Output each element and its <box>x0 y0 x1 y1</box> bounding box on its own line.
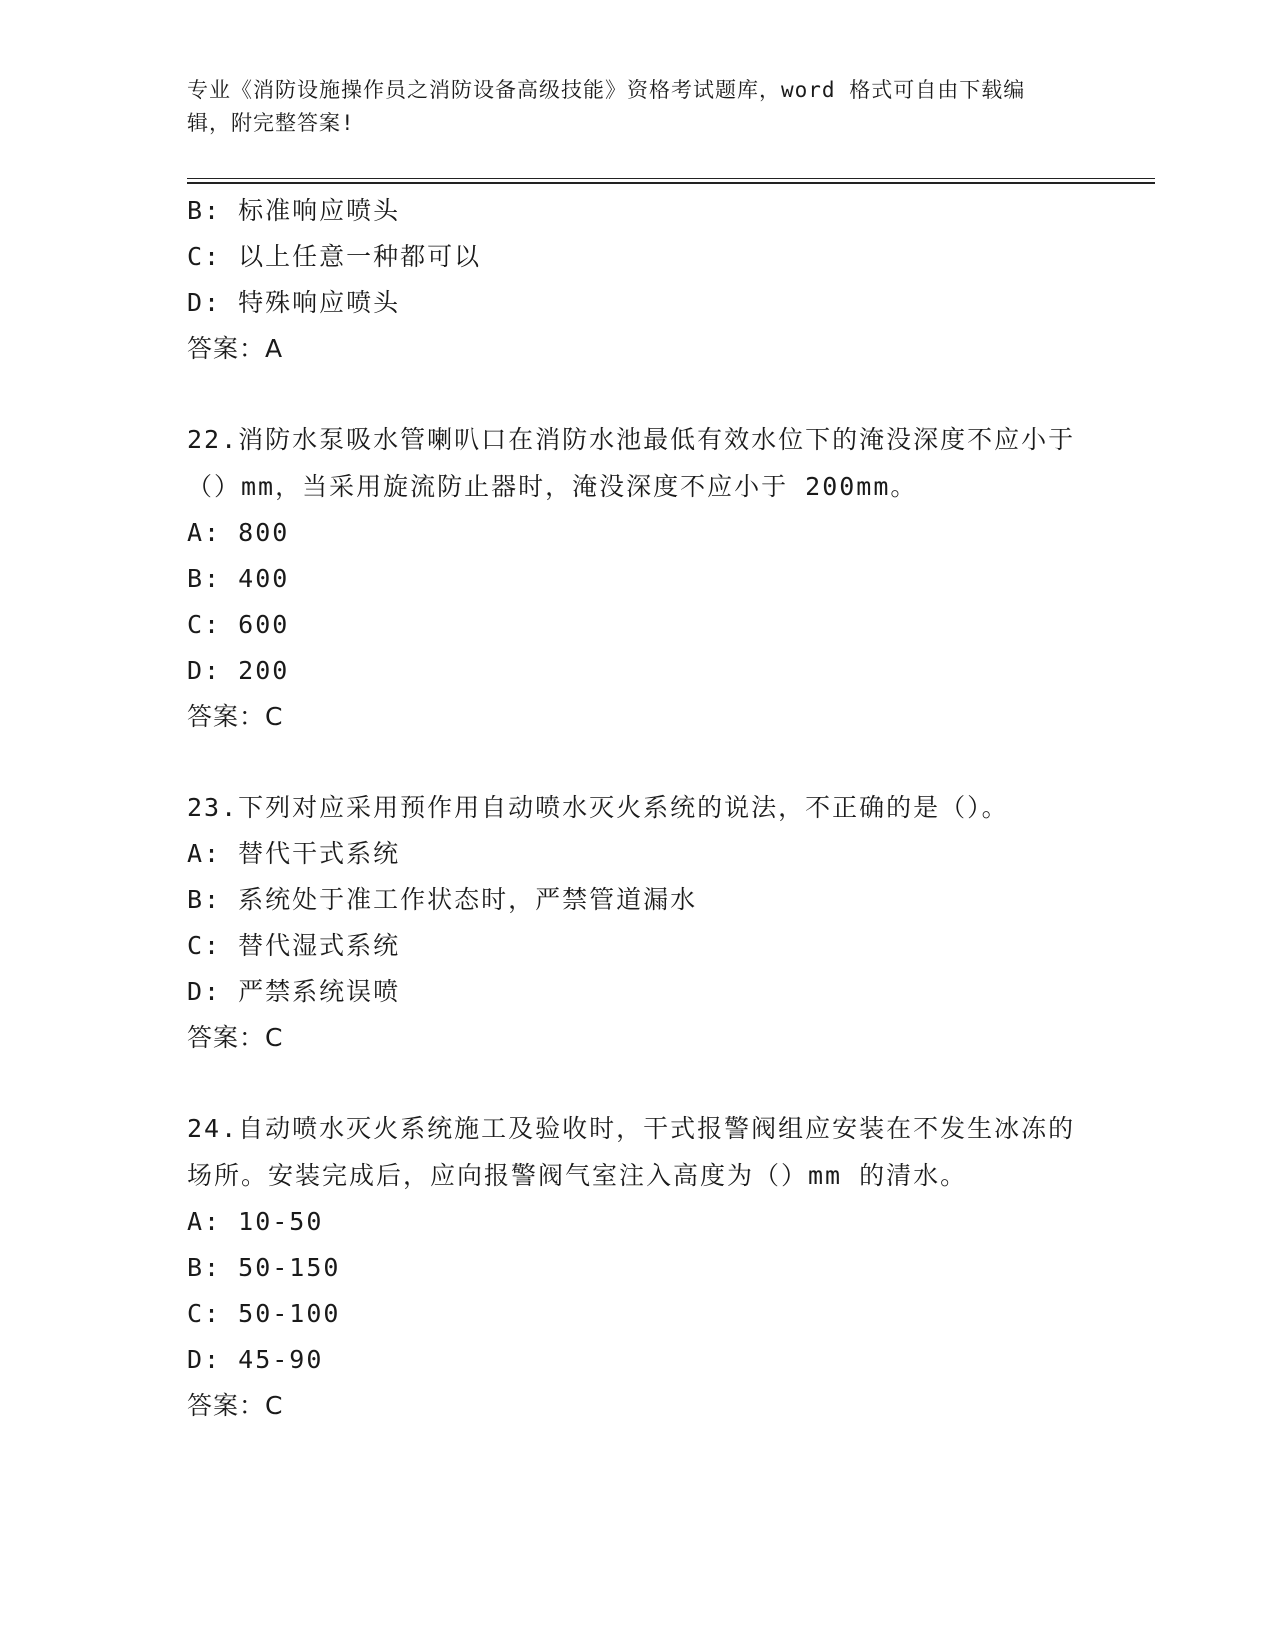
question-24 <box>187 1105 1087 1429</box>
question-stem: 22.消防水泵吸水管喇叭口在消防水池最低有效水位下的淹没深度不应小于（）mm，当采用旋流防止器时，淹没深度不应小于 200mm。 <box>187 425 1076 501</box>
question-22 <box>187 416 1087 740</box>
continued-question <box>187 188 1087 372</box>
option-b: B: 400 <box>187 564 290 593</box>
option-a: A: 10-50 <box>187 1207 324 1236</box>
option-c: C: 以上任意一种都可以 <box>187 242 482 271</box>
header-divider-thin <box>187 178 1155 179</box>
option-c: C: 600 <box>187 610 290 639</box>
answer-line: 答案：C <box>187 1023 284 1052</box>
option-a: A: 替代干式系统 <box>187 839 401 868</box>
header-divider-thick <box>187 182 1155 184</box>
question-content <box>187 188 1087 1429</box>
option-a: A: 800 <box>187 518 290 547</box>
option-d: D: 严禁系统误喷 <box>187 977 401 1006</box>
question-stem: 23.下列对应采用预作用自动喷水灭火系统的说法，不正确的是（）。 <box>187 793 1009 822</box>
answer-line: 答案：A <box>187 334 284 363</box>
answer-line: 答案：C <box>187 1391 284 1420</box>
option-d: D: 45-90 <box>187 1345 324 1374</box>
question-23 <box>187 784 1087 1061</box>
option-b: B: 标准响应喷头 <box>187 196 401 225</box>
question-stem: 24.自动喷水灭火系统施工及验收时，干式报警阀组应安装在不发生冰冻的场所。安装完成后，应向报警阀气室注入高度为（）mm 的清水。 <box>187 1114 1076 1190</box>
option-d: D: 200 <box>187 656 290 685</box>
option-b: B: 50-150 <box>187 1253 341 1282</box>
option-c: C: 替代湿式系统 <box>187 931 401 960</box>
answer-line: 答案：C <box>187 702 284 731</box>
option-b: B: 系统处于准工作状态时，严禁管道漏水 <box>187 885 698 914</box>
option-d: D: 特殊响应喷头 <box>187 288 401 317</box>
document-header: 专业《消防设施操作员之消防设备高级技能》资格考试题库，word 格式可自由下载编辑，附完整答案! <box>187 78 1026 135</box>
option-c: C: 50-100 <box>187 1299 341 1328</box>
